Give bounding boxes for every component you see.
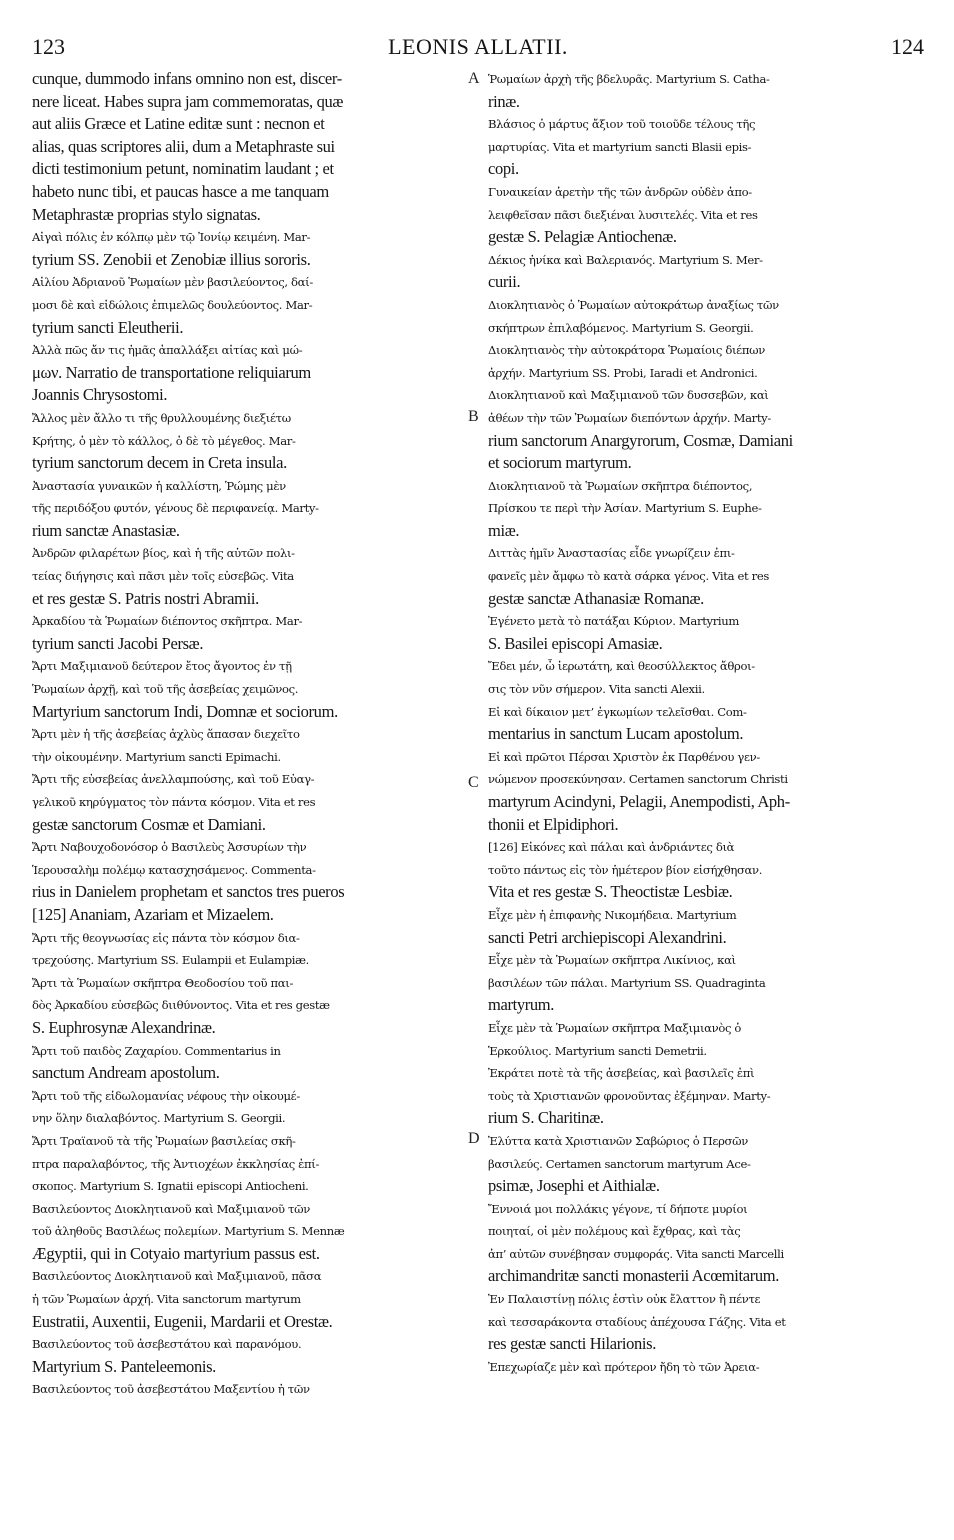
margin-mark-c: C — [468, 774, 479, 791]
text-line: τοῦ ἀληθοῦς Βασιλέως πολεμίων. Martyrium S. Mennæ — [32, 1224, 345, 1239]
text-line: Διττὰς ἡμῖν Ἀναστασίας εἶδε γνωρίζειν ἐπι- — [488, 546, 735, 561]
text-line: Ἐλύττα κατὰ Χριστιανῶν Σαβώριος ὁ Περσῶν — [488, 1133, 748, 1148]
text-line: ἡ τῶν Ῥωμαίων ἀρχή. Vita sanctorum martyrum — [32, 1292, 301, 1307]
text-line: Ἄρτι τοῦ τῆς εἰδωλομανίας νέφους τὴν οἰκουμέ- — [32, 1088, 300, 1103]
text-line: Εἰ καὶ πρῶτοι Πέρσαι Χριστὸν ἐκ Παρθένου γεν- — [488, 749, 760, 764]
text-line: sancti Petri archiepiscopi Alexandrini. — [488, 927, 727, 947]
text-line: Ἄρτι μὲν ἡ τῆς ἀσεβείας ἀχλὺς ἅπασαν διεχεῖτο — [32, 727, 300, 742]
text-line: Ἄρτι τοῦ παιδὸς Ζαχαρίου. Commentarius in — [32, 1043, 281, 1058]
text-line: Αἰλίου Ἀδριανοῦ Ῥωμαίων μὲν βασιλεύοντος, δαί- — [32, 275, 313, 290]
text-line: cunque, dummodo infans omnino non est, discer- — [32, 69, 342, 88]
text-line: gestæ S. Pelagiæ Antiochenæ. — [488, 227, 677, 247]
text-line: τοῦτο πάντως εἰς τὸν ἡμέτερον βίον εἰσήχθησαν. — [488, 862, 763, 877]
text-line: Βασιλεύοντος τοῦ ἀσεβεστάτου Μαξεντίου ἡ τῶν — [32, 1382, 310, 1397]
text-line: Joannis Chrysostomi. — [32, 385, 168, 405]
text-line: μων. Narratio de transportatione reliquiarum — [32, 362, 311, 382]
text-line: ἀθέων τὴν τῶν Ῥωμαίων διεπόντων ἀρχήν. Marty- — [488, 410, 771, 425]
text-line: σκήπτρων ἐπιλαβόμενος. Martyrium S. Georgii. — [488, 320, 754, 335]
margin-mark-a: A — [468, 70, 480, 87]
text-line: λειφθεῖσαν πᾶσι διεξιέναι λυσιτελές. Vita et res — [488, 207, 758, 222]
text-line: S. Euphrosynæ Alexandrinæ. — [32, 1017, 216, 1037]
text-line: gestæ sanctæ Athanasiæ Romanæ. — [488, 588, 704, 608]
text-line: thonii et Elpidiphori. — [488, 814, 619, 834]
text-line: Ægyptii, qui in Cotyaio martyrium passus est. — [32, 1243, 320, 1263]
text-line: Ἱερουσαλὴμ πολέμῳ κατασχησάμενος. Commenta- — [32, 862, 316, 877]
text-line: Ἀναστασία γυναικῶν ἡ καλλίστη, Ῥώμης μὲν — [32, 478, 286, 493]
text-line: Διοκλητιανὸς τὴν αὐτοκράτορα Ῥωμαίοις διέπων — [488, 343, 765, 358]
text-line: dicti testimonium petunt, nominatim laudant ; et — [32, 159, 334, 179]
left-column — [32, 68, 464, 1401]
text-line: τὴν οἰκουμένην. Martyrium sancti Epimachi. — [32, 749, 281, 764]
margin-mark-d: D — [468, 1130, 480, 1147]
text-line: δὸς Ἀρκαδίου εὐσεβῶς διιθύνοντος. Vita et res gestæ — [32, 998, 330, 1013]
text-line: et res gestæ S. Patris nostri Abramii. — [32, 588, 259, 608]
text-line: βασιλέων τῶν πάλαι. Martyrium SS. Quadraginta — [488, 975, 766, 990]
text-line: ἀπ’ αὐτῶν συνέβησαν συμφοράς. Vita sancti Marcelli — [488, 1246, 784, 1261]
text-line: Ἔδει μέν, ὦ ἱερωτάτη, καὶ θεοσύλλεκτος ἄθροι- — [488, 659, 755, 674]
text-line: μοσι δὲ καὶ εἰδώλοις ἐπιμελῶς δουλεύοντος. Mar- — [32, 297, 313, 312]
text-line: Βασιλεύοντος τοῦ ἀσεβεστάτου καὶ παρανόμου. — [32, 1337, 302, 1352]
text-line: φανεῖς μὲν ἄμφω τὸ κατὰ σάρκα γένος. Vita et res — [488, 569, 769, 584]
text-line: Βασιλεύοντος Διοκλητιανοῦ καὶ Μαξιμιανοῦ, πᾶσα — [32, 1269, 322, 1284]
text-line: νώμενον προσεκύνησαν. Certamen sanctorum Christi — [488, 772, 788, 787]
text-line: tyrium SS. Zenobii et Zenobiæ illius sororis. — [32, 249, 311, 269]
text-line: [126] Εἰκόνες καὶ πάλαι καὶ ἀνδριάντες διὰ — [488, 840, 735, 855]
text-line: Ἄρτι Ναβουχοδονόσορ ὁ Βασιλεὺς Ἀσσυρίων τὴν — [32, 840, 307, 855]
text-line: Κρήτης, ὁ μὲν τὸ κάλλος, ὁ δὲ τὸ μέγεθος. Mar- — [32, 433, 296, 448]
text-line: σις τὸν νῦν σήμερον. Vita sancti Alexii. — [488, 682, 705, 697]
text-line: Ἀρκαδίου τὰ Ῥωμαίων διέποντος σκῆπτρα. Mar- — [32, 614, 303, 629]
text-line: Ἄρτι τῆς θεογνωσίας εἰς πάντα τὸν κόσμον δια- — [32, 930, 300, 945]
text-line: Ἔννοιά μοι πολλάκις γέγονε, τί δήποτε μυρίοι — [488, 1201, 748, 1216]
text-line: martyrum Acindyni, Pelagii, Anempodisti, Aph- — [488, 792, 790, 811]
text-line: Εἰ καὶ δίκαιον μετ’ ἐγκωμίων τελεῖσθαι. Com- — [488, 704, 747, 719]
text-line: et sociorum martyrum. — [488, 453, 632, 473]
text-line: Αἰγαὶ πόλις ἐν κόλπῳ μὲν τῷ Ἰονίῳ κειμένη. Mar- — [32, 230, 311, 245]
text-line: Βλάσιος ὁ μάρτυς ἄξιον τοῦ τοιοῦδε τέλους τῆς — [488, 117, 756, 132]
text-line: γελικοῦ κηρύγματος τὸν πάντα κόσμον. Vita et res — [32, 795, 316, 809]
text-line: βασιλεύς. Certamen sanctorum martyrum Ace- — [488, 1156, 751, 1171]
text-line: Εἶχε μὲν τὰ Ῥωμαίων σκῆπτρα Λικίνιος, καὶ — [488, 953, 736, 968]
text-line: Εἶχε μὲν τὰ Ῥωμαίων σκῆπτρα Μαξιμιανὸς ὁ — [488, 1020, 742, 1035]
text-line: copi. — [488, 159, 519, 179]
text-line: rium sanctorum Anargyrorum, Cosmæ, Damiani — [488, 430, 793, 450]
text-line: alias, quas scriptores alii, dum a Metaphraste sui — [32, 136, 335, 156]
text-line: Vita et res gestæ S. Theoctistæ Lesbiæ. — [488, 882, 733, 902]
text-line: tyrium sancti Jacobi Persæ. — [32, 633, 204, 653]
text-line: mentarius in sanctum Lucam apostolum. — [488, 724, 744, 744]
text-line: Διοκλητιανοῦ καὶ Μαξιμιανοῦ τῶν δυσσεβῶν, καὶ — [488, 388, 769, 403]
text-line: [125] Ananiam, Azariam et Mizaelem. — [32, 904, 274, 924]
text-line: rium sanctæ Anastasiæ. — [32, 520, 180, 540]
text-line: sanctum Andream apostolum. — [32, 1063, 220, 1083]
text-line: Δέκιος ἡνίκα καὶ Βαλεριανός. Martyrium S. Mer- — [488, 252, 763, 267]
text-line: miæ. — [488, 520, 520, 540]
text-line: τείας διήγησις καὶ πᾶσι μὲν τοῖς εὐσεβῶς. Vita — [32, 569, 294, 584]
text-line: Ἀλλὰ πῶς ἄν τις ἡμᾶς ἀπαλλάξει αἰτίας καὶ μώ- — [32, 343, 303, 358]
text-line: Ἐν Παλαιστίνῃ πόλις ἐστὶν οὐκ ἔλαττον ἢ πέντε — [488, 1292, 761, 1307]
text-line: nere liceat. Habes supra jam commemoratas, quæ — [32, 91, 344, 111]
text-line: Ἄρτι τὰ Ῥωμαίων σκῆπτρα Θεοδοσίου τοῦ παι- — [32, 975, 294, 990]
text-line: νην ὅλην διαλαβόντος. Martyrium S. Georgii. — [32, 1111, 286, 1126]
text-line: res gestæ sancti Hilarionis. — [488, 1334, 657, 1354]
running-title: LEONIS ALLATII. — [388, 34, 568, 59]
text-line: Ἑρκούλιος. Martyrium sancti Demetrii. — [488, 1043, 707, 1058]
text-line: Ἐπεχωρίαζε μὲν καὶ πρότερον ἤδη τὸ τῶν Ἀρεια- — [488, 1359, 760, 1374]
text-line: Eustratii, Auxentii, Eugenii, Mardarii et Orestæ. — [32, 1311, 333, 1331]
text-line: rius in Danielem prophetam et sanctos tres pueros — [32, 882, 345, 902]
text-line: psimæ, Josephi et Aithialæ. — [488, 1176, 660, 1196]
text-line: Διοκλητιανοῦ τὰ Ῥωμαίων σκῆπτρα διέποντος, — [488, 478, 753, 493]
text-line: Martyrium S. Panteleemonis. — [32, 1356, 216, 1376]
text-line: curii. — [488, 272, 521, 292]
text-line: Ῥωμαίων ἀρχῇ, καὶ τοῦ τῆς ἀσεβείας χειμῶνος. — [32, 682, 299, 697]
page-header — [32, 34, 924, 64]
text-line: Metaphrastæ proprias stylo signatas. — [32, 204, 261, 224]
text-line: σκοπος. Martyrium S. Ignatii episcopi Antiocheni. — [32, 1179, 309, 1194]
text-line: Ἐγένετο μετὰ τὸ πατάξαι Κύριον. Martyrium — [488, 614, 740, 629]
text-line: Ἀνδρῶν φιλαρέτων βίος, καὶ ἡ τῆς αὐτῶν πολι- — [32, 546, 295, 561]
text-line: Ἐκράτει ποτὲ τὰ τῆς ἀσεβείας, καὶ βασιλεῖς ἐπὶ — [488, 1066, 755, 1081]
text-line: S. Basilei episcopi Amasiæ. — [488, 633, 663, 653]
text-line: Ἄρτι τῆς εὐσεβείας ἀνελλαμπούσης, καὶ τοῦ Εὐαγ- — [32, 772, 315, 787]
text-line: τρεχούσης. Martyrium SS. Eulampii et Eulampiæ. — [32, 953, 310, 968]
text-line: Βασιλεύοντος Διοκλητιανοῦ καὶ Μαξιμιανοῦ τῶν — [32, 1201, 310, 1216]
text-line: Διοκλητιανὸς ὁ Ῥωμαίων αὐτοκράτωρ ἀναξίως τῶν — [488, 297, 779, 312]
text-line: archimandritæ sancti monasterii Acœmitarum. — [488, 1266, 780, 1286]
text-line: Ἄρτι Τραϊανοῦ τὰ τῆς Ῥωμαίων βασιλείας σκῆ- — [32, 1133, 296, 1148]
text-line: καὶ τεσσαράκοντα σταδίους ἀπέχουσα Γάζης. Vita et — [488, 1314, 786, 1329]
margin-mark-b: B — [468, 408, 479, 425]
text-line: rinæ. — [488, 91, 520, 111]
text-line: Martyrium sanctorum Indi, Domnæ et sociorum. — [32, 701, 338, 721]
text-line: Εἶχε μὲν ἡ ἐπιφανὴς Νικομήδεια. Martyrium — [488, 907, 737, 922]
page-number-right: 124 — [891, 34, 924, 59]
text-line: Ῥωμαίων ἀρχὴ τῆς βδελυρᾶς. Martyrium S. Catha- — [488, 72, 770, 86]
text-line: Γυναικείαν ἀρετὴν τῆς τῶν ἀνδρῶν οὐδὲν ἀπο- — [488, 184, 752, 199]
text-line: habeto nunc tibi, et paucas hasce a me tanquam — [32, 181, 329, 201]
text-line: πτρα παραλαβόντος, τῆς Ἀντιοχέων ἐκκλησίας ἐπί- — [32, 1156, 320, 1171]
text-line: tyrium sanctorum decem in Creta insula. — [32, 453, 287, 473]
text-line: martyrum. — [488, 995, 555, 1015]
text-line: gestæ sanctorum Cosmæ et Damiani. — [32, 814, 266, 834]
page-number-left: 123 — [32, 34, 65, 59]
text-line: rium S. Charitinæ. — [488, 1108, 604, 1128]
text-line: tyrium sancti Eleutherii. — [32, 317, 184, 337]
text-line: Πρίσκου τε περὶ τὴν Ἀσίαν. Martyrium S. Euphe- — [488, 501, 762, 516]
text-line: aut aliis Græce et Latine editæ sunt : necnon et — [32, 114, 325, 134]
text-line: τοὺς τὰ Χριστιανῶν φρονοῦντας ἐξέμηναν. Marty- — [488, 1088, 771, 1103]
text-line: ποιηταί, οἱ μὲν πολέμους καὶ ἔχθρας, καὶ τὰς — [488, 1224, 741, 1239]
text-line: μαρτυρίας. Vita et martyrium sancti Blasii epis- — [488, 139, 752, 154]
text-line: ἀρχήν. Martyrium SS. Probi, Iaradi et Andronici. — [488, 365, 758, 380]
text-line: Ἄλλος μὲν ἄλλο τι τῆς θρυλλουμένης διεξιέτω — [32, 410, 291, 425]
text-line: τῆς περιδόξου φυτόν, γένους δὲ περιφανείᾳ. Marty- — [32, 501, 319, 516]
right-column — [488, 68, 920, 1378]
text-line: Ἄρτι Μαξιμιανοῦ δεύτερον ἔτος ἄγοντος ἐν τῇ — [32, 659, 292, 674]
